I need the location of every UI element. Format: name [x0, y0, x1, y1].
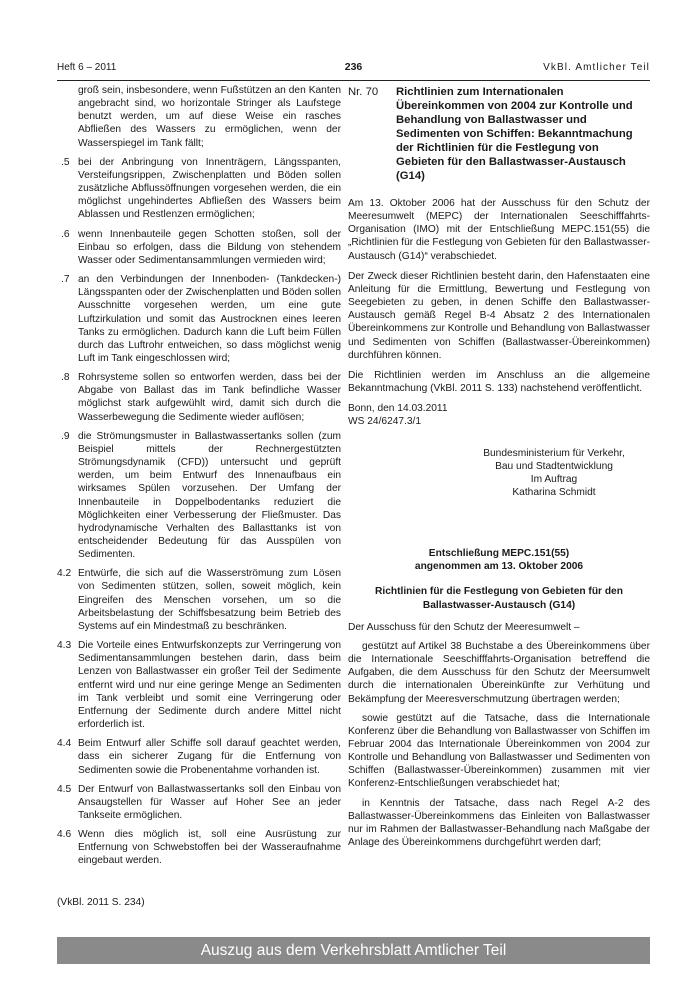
item-number: .8: [61, 372, 70, 384]
page-header: [57, 58, 650, 81]
signature-name: Katharina Schmidt: [512, 486, 596, 498]
section-paragraph: [57, 737, 341, 776]
continuation-text: groß sein, insbesondere, wenn Fußstützen an den Kanten angebracht sind, wo horizontale Stringer als Laufstege benutzt werden, um auf diese Weise ein rasches Abfließen des Wassers zu ermöglichen, wenn der Wasserspiegel im Tank fällt;: [78, 85, 341, 149]
announcement-title: Richtlinien zum Internationalen Übereinkommen von 2004 zur Kontrolle und Behandlung von Ballastwasser und Sedimenten von Schiffen: Bekanntmachung der Richtlinien für die Festlegung von Gebieten für den Ballastwasser-Austausch (G14): [396, 86, 633, 182]
guidelines-title-line: Richtlinien für die Festlegung von Gebieten für den: [375, 586, 623, 598]
list-item: [57, 430, 341, 562]
guidelines-title-line: Ballastwasser-Austausch (G14): [422, 599, 576, 611]
announcement-heading: [348, 85, 650, 183]
left-column: [57, 84, 341, 909]
section-paragraph: [57, 783, 341, 822]
item-number: .6: [61, 228, 70, 240]
announcement-number: Nr. 70: [348, 86, 379, 98]
place-date: Bonn, den 14.03.2011: [348, 403, 448, 415]
purpose-paragraph: Der Zweck dieser Richtlinien besteht darin, den Hafenstaaten eine Anleitung für die Ermittlung, Bewertung und Festlegung von Seegebieten zu geben, in denen Schiffe den Ballastwasser-Austausch gemäß Regel B-4 Absatz 2 des Internationalen Übereinkommens zur Kontrolle und Behandlung von Ballastwasser und Sedimenten von Schiffen (Ballastwasser-Übereinkommen) durchführen können.: [348, 270, 650, 361]
page-number: 236: [344, 61, 363, 73]
recital-paragraph: sowie gestützt auf die Tatsache, dass die Internationale Konferenz über die Behandlung von Ballastwasser von Schiffen im Februar 2004 das Internationale Übereinkommen von 2004 zur Kontrolle und Behandlung von Ballastwasser und Sedimenten von Schiffen (Ballastwasser-Übereinkommen) zusammen mit vier Konferenz-Entschließungen verabschiedet hat;: [348, 712, 650, 790]
section-number: 4.2: [57, 568, 72, 580]
source-reference: (VkBl. 2011 S. 234): [57, 896, 145, 908]
section-number: 4.4: [57, 738, 72, 750]
section-text: Entwürfe, die sich auf die Wasserströmung zum Lösen von Sedimenten stützen, sollen, soweit möglich, kein Eingreifen des Menschen vorsehen, um so die Arbeitsbelastung der Schiffsbesatzung beim Betrieb des Systems auf ein Mindestmaß zu beschränken.: [78, 568, 341, 632]
recital-paragraph: in Kenntnis der Tatsache, dass nach Regel A-2 des Ballastwasser-Übereinkommens das Einleiten von Ballastwasser nur im Rahmen der Ballastwasser-Behandlung nach Maßgabe der Anlage des Übereinkommens durchgeführt werden darf;: [348, 797, 650, 849]
section-number: 4.5: [57, 783, 72, 795]
page-footer-banner: Auszug aus dem Verkehrsblatt Amtlicher Teil: [57, 937, 650, 964]
section-paragraph: [57, 567, 341, 633]
item-text: die Strömungsmuster in Ballastwassertanks sollen (zum Beispiel mittels der Rechnergestützten Strömungsdynamik (CFD)) untersucht und geprüft werden, um beim Entwurf des Innenaufbaus ein wirksames Spülen vorzusehen. Der Umfang der Innenbauteile in Doppelbodentanks reduziert die Möglichkeiten einer Verbesserung der Fließmuster. Das hydrodynamische Verhalten des Ballasttanks ist von entscheidender Bedeutung für das Ausspülen von Sedimenten.: [78, 430, 341, 561]
item-text: bei der Anbringung von Innenträgern, Längsspanten, Versteifungsrippen, Zwischenplatten und Böden sollen zusätzliche Abflussöffnungen vorgesehen werden, die ein möglichst ungehindertes Abfließen des Wassers beim Ablassen und Restlenzen ermöglichen;: [78, 156, 341, 221]
section-number: 4.3: [57, 640, 72, 652]
recital-paragraph: gestützt auf Artikel 38 Buchstabe a des Übereinkommens über die Internationale Seeschifffahrts-Organisation betreffend die Aufgaben, die dem Ausschuss für den Schutz der Meersumwelt durch die internationalen Übereinkünfte zur Verhütung und Bekämpfung der Meeresverschmutzung übertragen werden;: [348, 640, 650, 705]
section-number: 4.6: [57, 829, 72, 841]
list-item: [57, 273, 341, 365]
right-column: [348, 84, 650, 849]
file-reference: WS 24/6247.3/1: [348, 416, 422, 428]
intro-paragraph: Am 13. Oktober 2006 hat der Ausschuss für den Schutz der Meeresumwelt (MEPC) der Internationalen Seeschifffahrts-Organisation (IMO) mit der Entschließung MEPC.151(55) die „Richtlinien für die Festlegung von Gebieten für den Ballastwasser-Austausch (G14)“ verabschiedet.: [348, 198, 650, 262]
signature-block: [458, 447, 650, 500]
signature-line: Bau und Stadtentwicklung: [495, 460, 613, 472]
list-item: [57, 371, 341, 424]
publication-paragraph: Die Richtlinien werden im Anschluss an die allgemeine Bekanntmachung (VkBl. 2011 S. 133) nachstehend veröffentlicht.: [348, 369, 650, 395]
committee-intro: Der Ausschuss für den Schutz der Meeresumwelt –: [348, 621, 580, 633]
signature-line: Bundesministerium für Verkehr,: [483, 447, 625, 459]
section-text: Der Entwurf von Ballastwassertanks soll den Einbau von Ansaugstellen für Wasser auf Hoher See an jeder Tankseite ermöglichen.: [78, 783, 341, 821]
guidelines-title: [348, 585, 650, 611]
issue-label: Heft 6 – 2011: [57, 62, 117, 73]
signature-line: Im Auftrag: [530, 473, 578, 485]
list-item: [57, 156, 341, 222]
item-number: .9: [61, 430, 70, 442]
item-text: Rohrsysteme sollen so entworfen werden, dass bei der Abgabe von Ballast das im Tank befindliche Wasser möglichst stark aufgewühlt wird, damit sich durch die Wasserbewegung die Sedimente wieder auflösen;: [78, 372, 341, 423]
section-text: Die Vorteile eines Entwurfskonzepts zur Verringerung von Sedimentansammlungen bestehen darin, dass beim Lenzen von Ballastwasser ein großer Teil der Sedimente entfernt wird und nur eine geringe Menge an Sedimenten im Tank verbleibt und somit eine Verringerung oder Entfernung der Sedimente durch andere Mittel nicht erforderlich ist.: [78, 640, 341, 731]
item-text: wenn Innenbauteile gegen Schotten stoßen, soll der Einbau so erfolgen, dass die Bildung von stehendem Wasser oder Sedimentansammlungen vermieden wird;: [78, 228, 341, 266]
item-number: .5: [61, 156, 70, 168]
list-item: [57, 228, 341, 267]
section-text: Wenn dies möglich ist, soll eine Ausrüstung zur Entfernung von Schwebstoffen bei der Wasseraufnahme eingebaut werden.: [78, 829, 341, 867]
section-paragraph: [57, 828, 341, 867]
resolution-title-line: angenommen am 13. Oktober 2006: [414, 561, 584, 573]
item-text: an den Verbindungen der Innenboden- (Tankdecken-) Längsspanten oder der Zwischenplatten und Böden sollen Ausschnitte vorgesehen werden, um eine gute Luftzirkulation und somit das Austrocknen eines leeren Tanks zu ermöglichen. Dadurch kann die Luft beim Füllen durch das Luftrohr entweichen, so dass möglichst wenig Luft im Tank eingeschlossen wird;: [78, 274, 341, 364]
publication-label: VkBl. Amtlicher Teil: [543, 62, 650, 73]
section-paragraph: [57, 639, 341, 731]
item-number: .7: [61, 274, 70, 286]
section-text: Beim Entwurf aller Schiffe soll darauf geachtet werden, dass ein sicherer Zugang für die Entfernung von Sedimenten sowie die Probenentahme vorhanden ist.: [78, 738, 341, 776]
resolution-title: [348, 547, 650, 573]
resolution-title-line: Entschließung MEPC.151(55): [428, 548, 570, 560]
